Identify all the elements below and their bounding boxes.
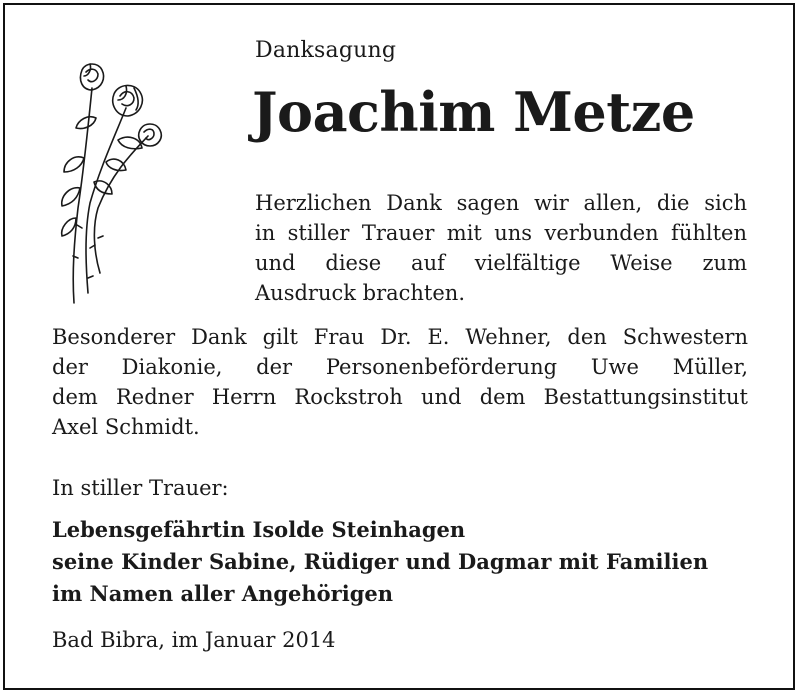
notice-intro: Danksagung: [255, 38, 397, 63]
thanks-line: und diese auf vielfältige Weise zum: [255, 251, 747, 275]
special-thanks-line: Axel Schmidt.: [52, 415, 200, 439]
mourner-line: Lebensgefährtin Isolde Steinhagen: [52, 517, 466, 542]
mourner-line: im Namen aller Angehörigen: [52, 581, 394, 606]
deceased-name: Joachim Metze: [252, 80, 695, 144]
mourner-line: seine Kinder Sabine, Rüdiger und Dagmar mit Familien: [52, 549, 709, 574]
thanks-paragraph: [255, 188, 747, 308]
thanks-line: in stiller Trauer mit uns verbunden fühlten: [255, 221, 747, 245]
thanks-line: Ausdruck brachten.: [255, 281, 465, 305]
place-date: Bad Bibra, im Januar 2014: [52, 628, 336, 652]
special-thanks-line: dem Redner Herrn Rockstroh und dem Bestattungsinstitut: [52, 385, 748, 409]
mourning-label: In stiller Trauer:: [52, 476, 229, 500]
mourners-list: [52, 514, 708, 610]
roses-icon: [48, 58, 178, 308]
thanks-line: Herzlichen Dank sagen wir allen, die sich: [255, 191, 747, 215]
special-thanks-line: der Diakonie, der Personenbeförderung Uwe Müller,: [52, 355, 748, 379]
special-thanks-line: Besonderer Dank gilt Frau Dr. E. Wehner, den Schwestern: [52, 325, 748, 349]
special-thanks-paragraph: [52, 322, 748, 442]
